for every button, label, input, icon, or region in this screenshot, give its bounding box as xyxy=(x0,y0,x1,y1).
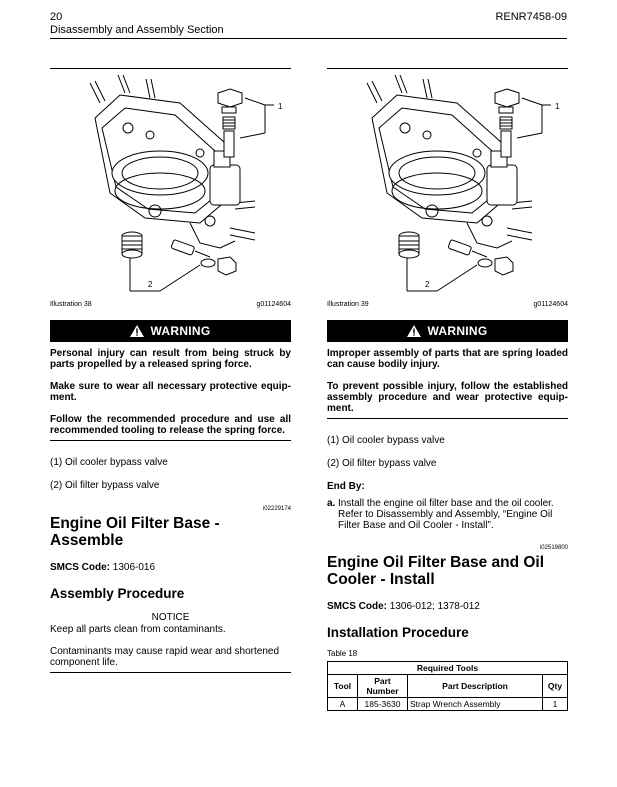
list-item: (1) Oil cooler bypass valve xyxy=(50,457,168,468)
warning-banner xyxy=(327,320,568,342)
notice-title: NOTICE xyxy=(151,612,190,623)
smcs-value: 1306-016 xyxy=(112,562,156,573)
table-row xyxy=(328,698,568,711)
table-label: Table 18 xyxy=(327,649,358,658)
warning-triangle-icon xyxy=(130,325,144,337)
graphic-id: g01124604 xyxy=(533,301,568,308)
right-column xyxy=(327,68,568,711)
illustration-label: Illustration 39 xyxy=(327,301,369,308)
page-number: 20 xyxy=(50,11,63,23)
illustration-38 xyxy=(50,69,291,297)
notice-text-2: Contaminants may cause rapid wear and shortened component life. xyxy=(50,646,280,668)
warning-text-1: Personal injury can result from being struck by parts propelled by a released spring force. xyxy=(50,348,291,370)
warning-end-rule xyxy=(327,418,568,419)
notice-text-1: Keep all parts clean from contaminants. xyxy=(50,624,226,635)
warning-triangle-icon xyxy=(407,325,421,337)
procedure-heading: Installation Procedure xyxy=(327,625,469,640)
step-label: a. xyxy=(327,498,336,509)
smcs-label: SMCS Code: xyxy=(327,601,387,612)
column-header: Part Number xyxy=(358,675,408,698)
filter-base-drawing xyxy=(327,73,568,295)
callout-1: 1 xyxy=(278,102,283,111)
filter-base-drawing xyxy=(50,73,291,295)
smcs-label: SMCS Code: xyxy=(50,562,110,573)
graphic-id: g01124604 xyxy=(256,301,291,308)
header-rule xyxy=(50,38,567,39)
smcs-value: 1306-012; 1378-012 xyxy=(389,601,480,612)
notice-end-rule xyxy=(50,672,291,673)
reference-id: i02519800 xyxy=(539,545,568,551)
warning-title: WARNING xyxy=(150,324,211,338)
list-item: (1) Oil cooler bypass valve xyxy=(327,435,445,446)
column-header: Tool xyxy=(328,675,358,698)
callout-2: 2 xyxy=(148,280,153,289)
required-tools-table xyxy=(327,661,568,711)
column-header: Part Description xyxy=(408,675,543,698)
warning-text-3: Follow the recommended procedure and use all recommended tooling to release the spring force. xyxy=(50,414,291,436)
step-text: Install the engine oil filter base and the oil cooler. Refer to Disassembly and Assembly, “Engine Oil Filter Base and Oil Cooler - Install”. xyxy=(338,498,554,531)
end-by-label: End By: xyxy=(327,481,365,492)
table-cell: Strap Wrench Assembly xyxy=(408,698,543,711)
left-column xyxy=(50,68,291,673)
procedure-heading: Assembly Procedure xyxy=(50,586,185,601)
illustration-39 xyxy=(327,69,568,297)
section-title: Disassembly and Assembly Section xyxy=(50,24,224,36)
reference-id: i02229174 xyxy=(262,506,291,512)
illustration-label: Illustration 38 xyxy=(50,301,92,308)
list-item: (2) Oil filter bypass valve xyxy=(327,458,437,469)
section-heading: Engine Oil Filter Base and Oil Cooler - Install xyxy=(327,554,545,588)
callout-1: 1 xyxy=(555,102,560,111)
step-a xyxy=(327,498,568,531)
section-heading: Engine Oil Filter Base - Assemble xyxy=(50,515,220,549)
smcs-code xyxy=(50,562,291,573)
illustration-caption xyxy=(327,301,568,308)
list-item: (2) Oil filter bypass valve xyxy=(50,480,160,491)
smcs-code xyxy=(327,601,568,612)
callout-2: 2 xyxy=(425,280,430,289)
warning-text-2: To prevent possible injury, follow the established assembly procedure and wear protective equip-ment. xyxy=(327,381,568,414)
table-caption: Required Tools xyxy=(328,662,568,675)
warning-banner xyxy=(50,320,291,342)
warning-title: WARNING xyxy=(427,324,488,338)
table-cell: 1 xyxy=(543,698,568,711)
table-cell: 185-3630 xyxy=(358,698,408,711)
warning-end-rule xyxy=(50,440,291,441)
warning-text-1: Improper assembly of parts that are spring loaded can cause bodily injury. xyxy=(327,348,568,370)
warning-text-2: Make sure to wear all necessary protective equip-ment. xyxy=(50,381,291,403)
illustration-caption xyxy=(50,301,291,308)
document-id: RENR7458-09 xyxy=(495,11,567,23)
column-header: Qty xyxy=(543,675,568,698)
table-cell: A xyxy=(328,698,358,711)
